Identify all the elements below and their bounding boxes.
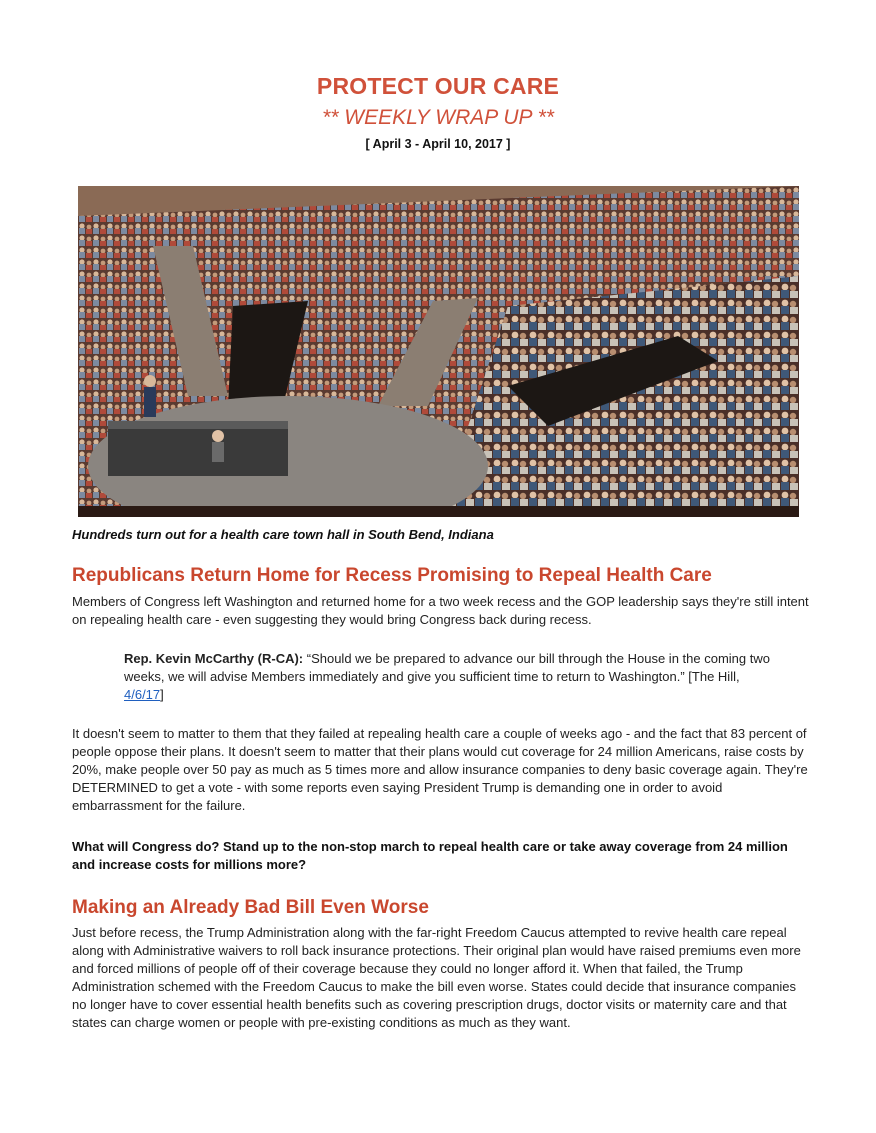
photo-caption: Hundreds turn out for a health care town hall in South Bend, Indiana bbox=[72, 527, 494, 542]
date-range: [ April 3 - April 10, 2017 ] bbox=[365, 137, 511, 151]
quote-text: “Should we be prepared to advance our bill through the House in the coming two weeks, we will advise Members immediately and give you sufficient time to return to Washington.” [The Hill, bbox=[124, 651, 770, 684]
quote-end: ] bbox=[160, 687, 164, 702]
page-title: PROTECT OUR CARE bbox=[316, 73, 560, 99]
town-hall-photo-illustration bbox=[78, 186, 799, 517]
page-subtitle: ** WEEKLY WRAP UP ** bbox=[322, 106, 554, 129]
quote-speaker: Rep. Kevin McCarthy (R-CA): bbox=[124, 651, 304, 666]
section-body-recess: It doesn't seem to matter to them that they failed at repealing health care a couple of weeks ago - and the fact that 83 percent of people oppose their plans. It doesn't seem to matter that their plans would cut coverage for 24 million Americans, raise costs by 20%, make people over 50 pay as much as 5 times more and allow insurance companies to deny basic coverage again. They're DETERMINED to get a vote - with some reports even saying President Trump is demanding one in order to avoid embarrassment for the failure. bbox=[72, 726, 808, 813]
section-body-worse-bill: Just before recess, the Trump Administration along with the far-right Freedom Caucus attempted to revive health care repeal along with Administrative waivers to roll back insurance protections. Their original plan would have raised premiums even more and forced millions of people off of their coverage because they could no longer afford it. When that failed, the Trump Administration schemed with the Freedom Caucus to make the bill even worse. States could decide that insurance companies no longer have to cover essential health benefits such as covering prescription drugs, doctor visits or maternity care and that states can charge women or people with pre-existing conditions as much as they want. bbox=[72, 925, 801, 1030]
section-heading-worse-bill: Making an Already Bad Bill Even Worse bbox=[72, 897, 429, 918]
section-question: What will Congress do? Stand up to the non-stop march to repeal health care or take away coverage from 24 million and increase costs for millions more? bbox=[72, 839, 788, 872]
section-intro-recess: Members of Congress left Washington and returned home for a two week recess and the GOP leadership says they're still intent on repealing health care - even suggesting they would bring Congress back during recess. bbox=[72, 594, 809, 627]
section-heading-recess: Republicans Return Home for Recess Promising to Repeal Health Care bbox=[72, 565, 712, 586]
the-hill-link[interactable]: 4/6/17 bbox=[124, 687, 161, 702]
mccarthy-quote bbox=[124, 650, 774, 704]
town-hall-photo bbox=[78, 186, 799, 517]
